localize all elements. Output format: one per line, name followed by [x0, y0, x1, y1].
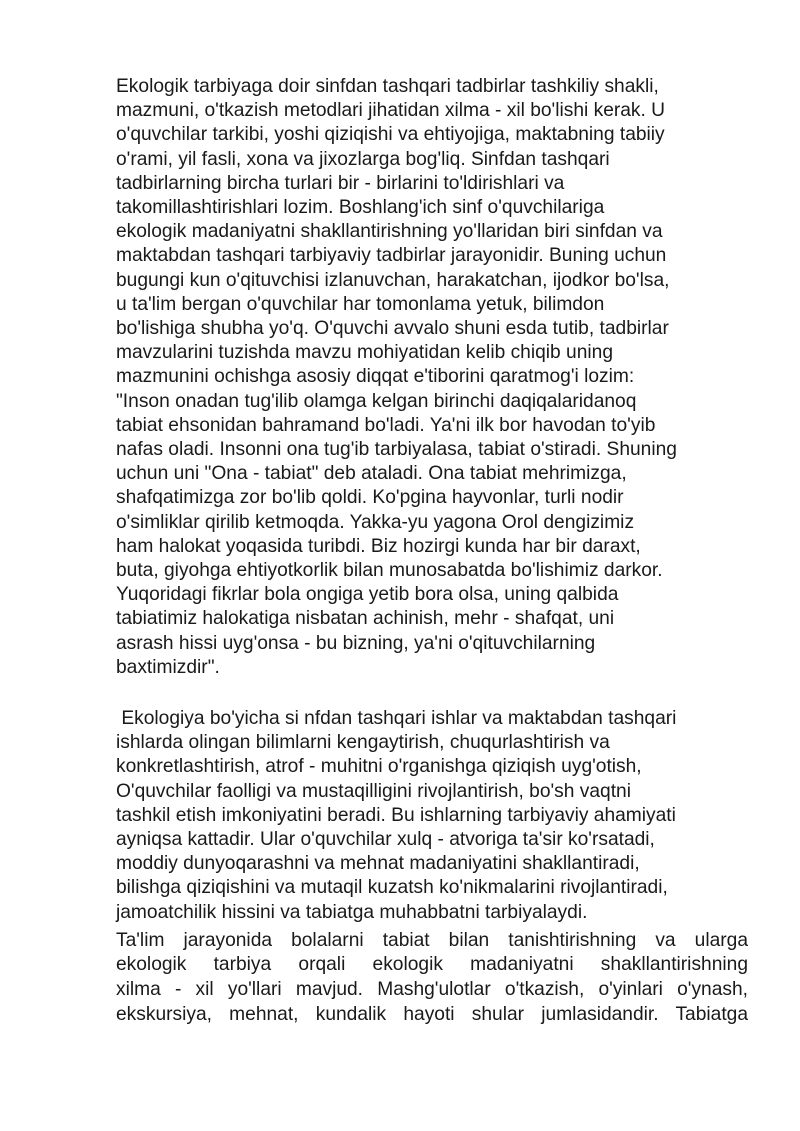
text-line: shafqatimizga zor bo'lib qoldi. Ko'pgina hayvonlar, turli nodir [116, 487, 624, 509]
text-line: moddiy dunyoqarashni va mehnat madaniyatini shakllantiradi, [116, 853, 640, 875]
text-line: konkretlashtirish, atrof - muhitni o'rganishga qiziqish uyg'otish, [116, 756, 642, 778]
text-line: baxtimizdir". [116, 656, 220, 678]
text-line: nafas oladi. Insonni ona tug'ib tarbiyalasa, tabiat o'stiradi. Shuning [116, 439, 677, 461]
text-line: ekologik tarbiya orqali ekologik madaniyatni shakllantirishning [116, 954, 748, 976]
text-line: O'quvchilar faolligi va mustaqilligini rivojlantirish, bo'sh vaqtni [116, 780, 631, 802]
text-line: Ta'lim jarayonida bolalarni tabiat bilan tanishtirishning va ularga [116, 930, 748, 951]
text-line: maktabdan tashqari tarbiyaviy tadbirlar jarayonidir. Buning uchun [116, 245, 667, 267]
text-line: buta, giyohga ehtiyotkorlik bilan munosabatda bo'lishimiz darkor. [116, 560, 663, 582]
paragraph-3 [116, 929, 748, 1027]
text-line: Yuqoridagi fikrlar bola ongiga yetib bora olsa, uning qalbida [116, 584, 619, 606]
text-line: bugungi kun o'qituvchisi izlanuvchan, harakatchan, ijodkor bo'lsa, [116, 269, 670, 291]
text-line: Ekologik tarbiyaga doir sinfdan tashqari tadbirlar tashkiliy shakli, [116, 76, 659, 97]
text-line: tabiatimiz halokatiga nisbatan achinish, mehr - shafqat, uni [116, 608, 615, 630]
text-line: o'quvchilar tarkibi, yoshi qiziqishi va ehtiyojiga, maktabning tabiiy [116, 124, 665, 146]
text-line: takomillashtirishlari lozim. Boshlang'ich sinf o'quvchilariga [116, 197, 605, 219]
text-line: ayniqsa kattadir. Ular o'quvchilar xulq - atvoriga ta'sir ko'rsatadi, [116, 829, 655, 851]
text-line: u ta'lim bergan o'quvchilar har tomonlama yetuk, bilimdon [116, 293, 605, 315]
text-line: tashkil etish imkoniyatini beradi. Bu ishlarning tarbiyaviy ahamiyati [116, 804, 676, 826]
text-line: asrash hissi uyg'onsa - bu bizning, ya'ni o'qituvchilarning [116, 632, 596, 654]
text-line: uchun uni "Ona - tabiat" deb ataladi. Ona tabiat mehrimizga, [116, 463, 627, 485]
text-line: ekologik madaniyatni shakllantirishning yo'llaridan biri sinfdan va [116, 221, 663, 243]
text-line: mavzularini tuzishda mavzu mohiyatidan kelib chiqib uning [116, 342, 614, 364]
text-line: mazmunini ochishga asosiy diqqat e'tiborini qaratmog'i lozim: [116, 366, 635, 388]
paragraph-2 [116, 707, 748, 925]
text-line: ham halokat yoqasida turibdi. Biz hozirgi kunda har bir daraxt, [116, 535, 641, 557]
paragraph-1 [116, 75, 748, 680]
text-line: jamoatchilik hissini va tabiatga muhabbatni tarbiyalaydi. [116, 901, 588, 923]
text-line: ekskursiya, mehnat, kundalik hayoti shular jumlasidandir. Tabiatga [116, 1004, 748, 1026]
text-line: ishlarda olingan bilimlarni kengaytirish, chuqurlashtirish va [116, 732, 610, 754]
text-line: bo'lishiga shubha yo'q. O'quvchi avvalo shuni esda tutib, tadbirlar [116, 318, 669, 340]
text-line: bilishga qiziqishini va mutaqil kuzatsh ko'nikmalarini rivojlantiradi, [116, 877, 668, 899]
text-line: mazmuni, o'tkazish metodlari jihatidan xilma - xil bo'lishi kerak. U [116, 100, 666, 122]
text-line: xilma - xil yo'llari mavjud. Mashg'ulotlar o'tkazish, o'yinlari o'ynash, [116, 979, 748, 1001]
text-line: o'simliklar qirilib ketmoqda. Yakka-yu yagona Orol dengizimiz [116, 511, 635, 533]
text-line: "Inson onadan tug'ilib olamga kelgan birinchi daqiqalaridanoq [116, 390, 637, 412]
text-line: tadbirlarning bircha turlari bir - birlarini to'ldirishlari va [116, 172, 565, 194]
text-line: Ekologiya bo'yicha si nfdan tashqari ishlar va maktabdan tashqari [116, 708, 677, 729]
text-line: tabiat ehsonidan bahramand bo'ladi. Ya'ni ilk bor havodan to'yib [116, 414, 656, 436]
text-line: o'rami, yil fasli, xona va jixozlarga bog'liq. Sinfdan tashqari [116, 148, 610, 170]
